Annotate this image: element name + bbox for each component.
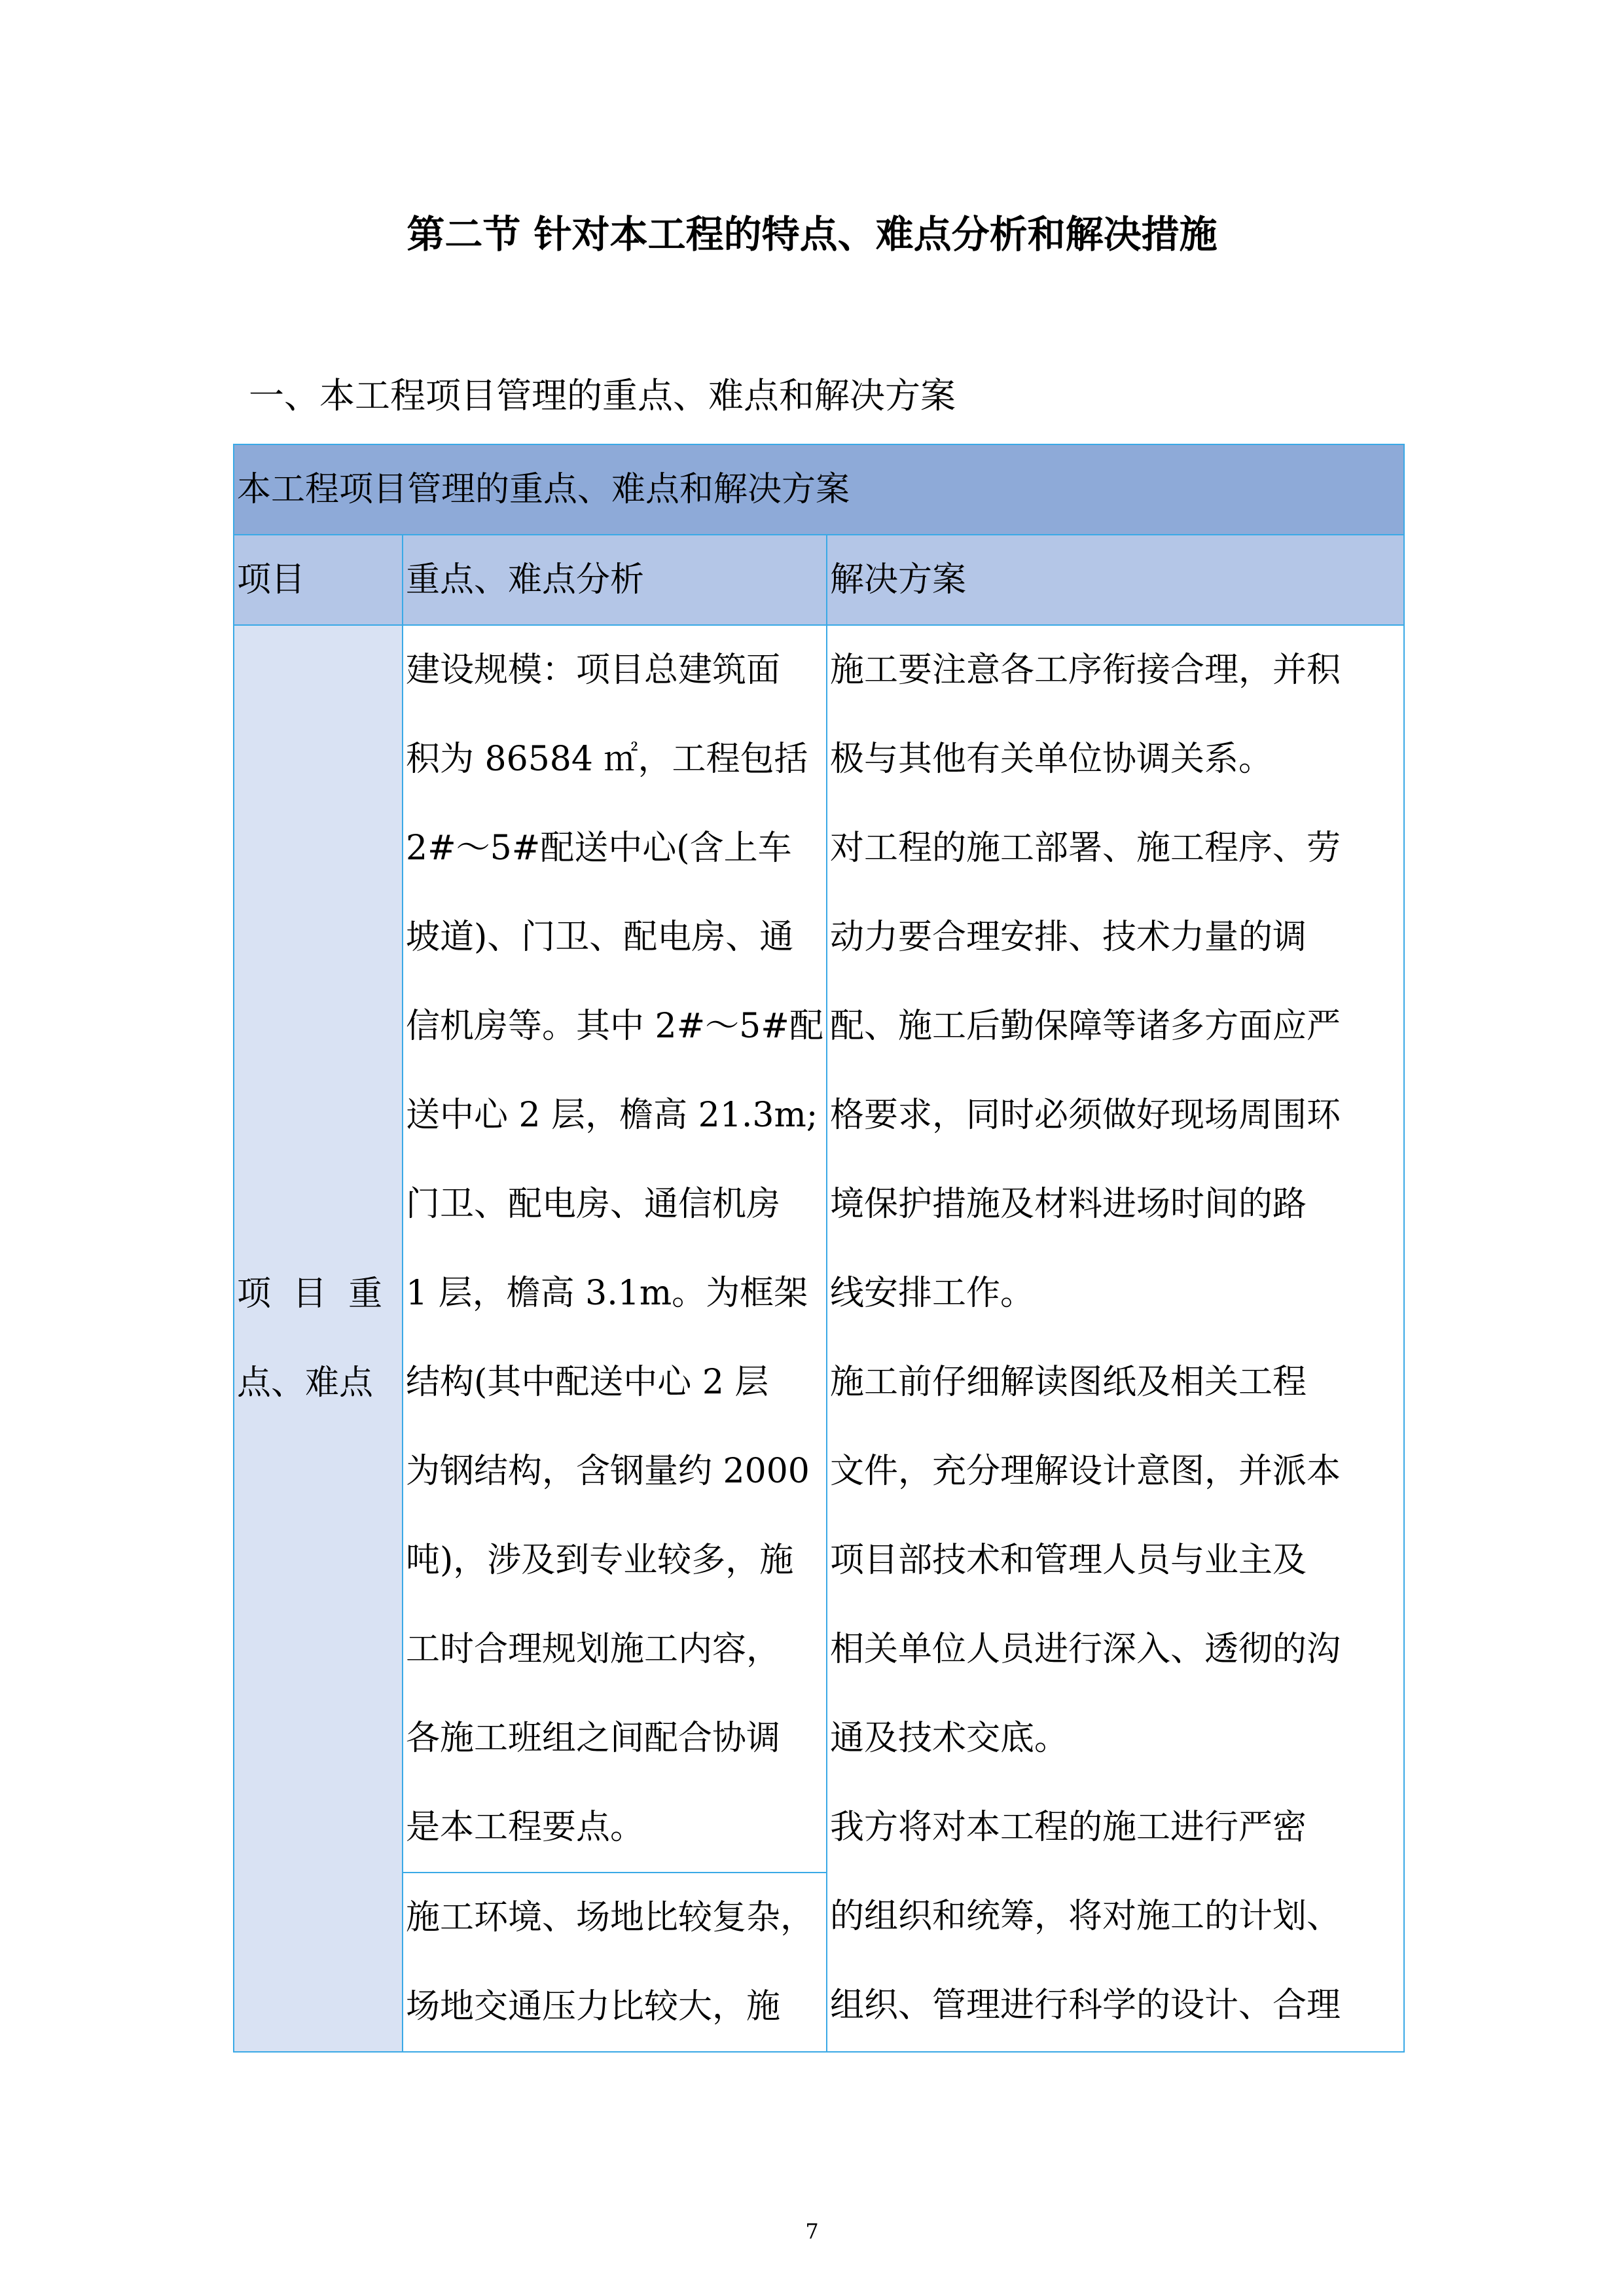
analysis-line: 工时合理规划施工内容， [406, 1630, 781, 1669]
analysis-line: 场地交通压力比较大，施 [406, 1987, 781, 2026]
header-project: 项目 [234, 535, 403, 625]
category-cell [234, 625, 403, 2052]
solution-line: 组织、管理进行科学的设计、合理 [830, 1986, 1341, 2025]
table-row [234, 625, 1404, 1873]
solution-line: 的组织和统筹，将对施工的计划、 [830, 1897, 1341, 1936]
solution-line: 格要求，同时必须做好现场周围环 [830, 1096, 1341, 1135]
solution-line: 对工程的施工部署、施工程序、劳 [830, 829, 1341, 868]
solution-line: 施工要注意各工序衔接合理，并积 [830, 651, 1341, 690]
category-line: 点、难点 [237, 1363, 374, 1403]
solution-line: 我方将对本工程的施工进行严密 [830, 1808, 1307, 1847]
key-points-table [233, 444, 1405, 2053]
analysis-line: 各施工班组之间配合协调 [406, 1719, 781, 1758]
analysis-line: 送中心 2 层，檐高 21.3m; [406, 1096, 818, 1135]
solution-line: 极与其他有关单位协调关系。 [830, 740, 1273, 779]
analysis-line: 坡道)、门卫、配电房、通 [406, 918, 794, 957]
analysis-line: 施工环境、场地比较复杂， [406, 1898, 815, 1937]
analysis-line: 为钢结构，含钢量约 2000 [406, 1452, 810, 1491]
analysis-cell [403, 1873, 827, 2052]
analysis-line: 建设规模：项目总建筑面 [406, 651, 781, 690]
table-caption-row [234, 444, 1404, 535]
header-analysis: 重点、难点分析 [403, 535, 827, 625]
analysis-line: 门卫、配电房、通信机房 [406, 1185, 781, 1224]
section-title: 第二节 针对本工程的特点、难点分析和解决措施 [406, 212, 1218, 257]
solution-line: 施工前仔细解读图纸及相关工程 [830, 1363, 1307, 1402]
solution-line: 项目部技术和管理人员与业主及 [830, 1541, 1307, 1580]
solution-cell [827, 625, 1404, 2052]
header-solution: 解决方案 [827, 535, 1404, 625]
solution-line: 配、施工后勤保障等诸多方面应严 [830, 1007, 1341, 1046]
analysis-line: 是本工程要点。 [406, 1808, 645, 1847]
analysis-line: 积为 86584 ㎡，工程包括 [406, 740, 808, 779]
analysis-line: 2#～5#配送中心(含上车 [406, 829, 792, 868]
solution-line: 境保护措施及材料进场时间的路 [830, 1185, 1307, 1224]
analysis-line: 信机房等。其中 2#～5#配 [406, 1007, 823, 1046]
table-caption: 本工程项目管理的重点、难点和解决方案 [234, 444, 1404, 535]
analysis-cell [403, 625, 827, 1873]
solution-line: 文件，充分理解设计意图，并派本 [830, 1452, 1341, 1491]
page-number: 7 [805, 2219, 819, 2244]
solution-line: 相关单位人员进行深入、透彻的沟 [830, 1630, 1341, 1669]
solution-line: 线安排工作。 [830, 1274, 1035, 1313]
analysis-line: 结构(其中配送中心 2 层 [406, 1363, 769, 1402]
analysis-line: 1 层，檐高 3.1m。为框架 [406, 1274, 808, 1313]
subsection-heading: 一、本工程项目管理的重点、难点和解决方案 [249, 375, 956, 416]
analysis-line: 吨)，涉及到专业较多，施 [406, 1541, 794, 1580]
solution-line: 动力要合理安排、技术力量的调 [830, 918, 1307, 957]
solution-line: 通及技术交底。 [830, 1719, 1069, 1758]
category-line: 项 目 重 [237, 1274, 383, 1314]
table-header-row [234, 535, 1404, 625]
